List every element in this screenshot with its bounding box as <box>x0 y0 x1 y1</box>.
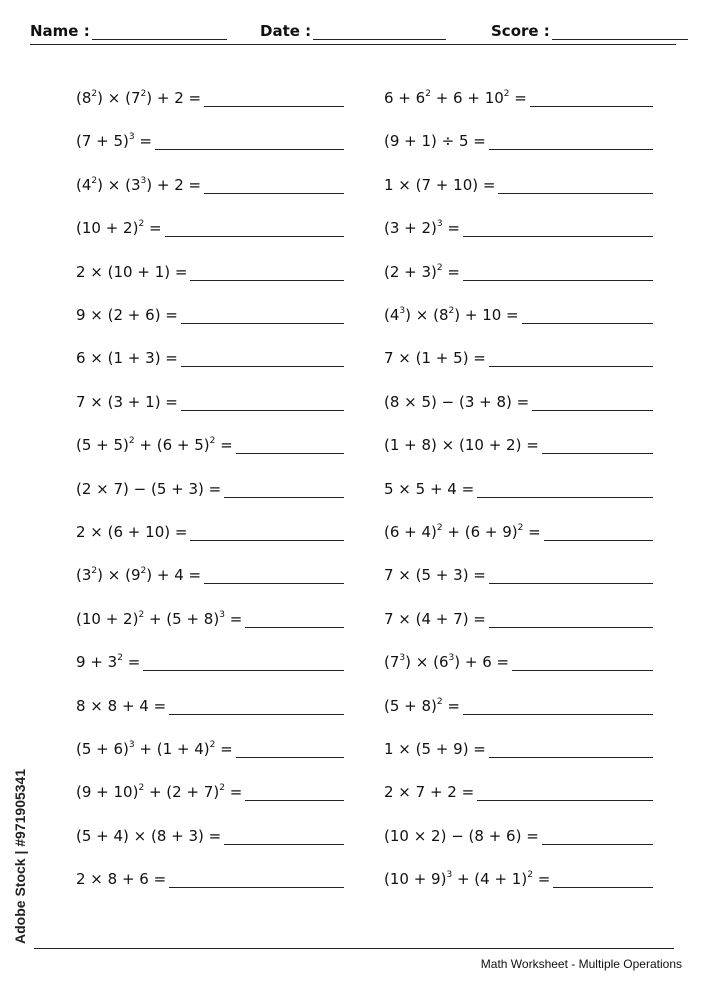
name-blank[interactable] <box>92 25 227 40</box>
answer-blank[interactable] <box>224 482 344 498</box>
problem-expression: 1 × (7 + 10) = <box>384 175 496 194</box>
answer-blank[interactable] <box>204 568 344 584</box>
problem-expression: 7 × (3 + 1) = <box>76 392 178 411</box>
problem-expression: 7 × (1 + 5) = <box>384 349 486 368</box>
answer-blank[interactable] <box>553 872 653 888</box>
problem-expression: 9 × (2 + 6) = <box>76 306 178 324</box>
answer-blank[interactable] <box>190 525 344 541</box>
answer-blank[interactable] <box>477 785 653 801</box>
problem-item <box>384 738 653 758</box>
answer-blank[interactable] <box>169 872 344 888</box>
problem-expression: (8 × 5) − (3 + 8) = <box>384 392 530 411</box>
problem-expression: $(5 + 5)^2 + (6 + 5)^2$ = <box>76 436 233 455</box>
problem-item <box>76 478 344 498</box>
answer-blank[interactable] <box>181 395 344 411</box>
problem-expression: 2 × (10 + 1) = <box>76 262 188 281</box>
problem-item <box>76 608 344 628</box>
stock-stamp <box>12 768 34 944</box>
problem-item <box>76 651 344 671</box>
problem-expression: $(7^3) \times (6^3) + 6$ = <box>384 653 510 672</box>
problem-item <box>76 695 344 715</box>
problem-item <box>76 261 344 281</box>
problem-expression: 8 × 8 + 4 = <box>76 696 167 715</box>
problem-expression: $(10 + 9)^3 + (4 + 1)^2$ = <box>384 870 551 889</box>
problem-item <box>384 651 653 671</box>
problem-expression: $(5 + 8)^2$ = <box>384 696 460 715</box>
problem-item <box>76 781 344 801</box>
score-blank[interactable] <box>552 25 688 40</box>
problem-expression: $(2 + 3)^2$ = <box>384 262 460 281</box>
problem-expression: (2 × 7) − (5 + 3) = <box>76 479 222 498</box>
problem-expression: $(10 + 2)^2$ = <box>76 219 162 238</box>
problem-expression: $(4^3) \times (8^2) + 10$ = <box>384 306 519 324</box>
score-label: Score : <box>491 22 550 40</box>
problem-item <box>384 695 653 715</box>
answer-blank[interactable] <box>512 655 653 671</box>
problem-expression: $(5 + 6)^3 + (1 + 4)^2$ = <box>76 740 233 758</box>
problem-item <box>76 391 344 411</box>
footer-divider <box>34 948 674 949</box>
problem-item <box>384 130 653 150</box>
problem-expression: $(4^2) \times (3^3) + 2$ = <box>76 175 202 194</box>
problem-item <box>384 347 653 367</box>
problem-expression: (5 + 4) × (8 + 3) = <box>76 826 222 845</box>
answer-blank[interactable] <box>236 742 344 758</box>
problem-item <box>384 608 653 628</box>
problem-expression: 7 × (4 + 7) = <box>384 609 486 628</box>
problem-item <box>76 87 344 107</box>
answer-blank[interactable] <box>181 351 344 367</box>
problem-expression: $(9 + 10)^2 + (2 + 7)^2$ = <box>76 783 243 802</box>
name-field <box>30 22 227 40</box>
answer-blank[interactable] <box>489 742 653 758</box>
problem-expression: 7 × (5 + 3) = <box>384 566 486 585</box>
score-field <box>491 22 688 40</box>
answer-blank[interactable] <box>224 829 344 845</box>
problem-item <box>76 738 344 758</box>
problem-item <box>384 564 653 584</box>
problem-item <box>384 521 653 541</box>
answer-blank[interactable] <box>463 699 653 715</box>
problem-expression: $(6 + 4)^2 + (6 + 9)^2$ = <box>384 523 541 541</box>
answer-blank[interactable] <box>498 178 653 194</box>
problem-item <box>384 261 653 281</box>
answer-blank[interactable] <box>155 134 344 150</box>
stock-stamp-text: Adobe Stock | #971905341 <box>12 768 28 944</box>
problem-item <box>76 521 344 541</box>
date-blank[interactable] <box>313 25 446 40</box>
name-label: Name : <box>30 22 90 40</box>
answer-blank[interactable] <box>522 308 653 324</box>
problem-expression: 6 × (1 + 3) = <box>76 349 178 368</box>
problem-expression: $6 + 6^2 + 6 + 10^2$ = <box>384 89 527 107</box>
problem-expression: 1 × (5 + 9) = <box>384 740 486 758</box>
problem-item <box>76 130 344 150</box>
answer-blank[interactable] <box>245 612 344 628</box>
answer-blank[interactable] <box>532 395 653 411</box>
problem-expression: $9 + 3^2$ = <box>76 653 141 672</box>
answer-blank[interactable] <box>143 655 344 671</box>
problem-item <box>76 868 344 888</box>
answer-blank[interactable] <box>463 221 653 237</box>
problem-expression: $(10 + 2)^2 + (5 + 8)^3$ = <box>76 609 243 628</box>
problem-item <box>384 391 653 411</box>
problem-item <box>76 825 344 845</box>
answer-blank[interactable] <box>245 785 344 801</box>
problem-expression: 2 × 8 + 6 = <box>76 870 167 889</box>
problem-item <box>76 347 344 367</box>
problem-item <box>384 87 653 107</box>
answer-blank[interactable] <box>463 265 653 281</box>
answer-blank[interactable] <box>204 91 344 107</box>
date-label: Date : <box>260 22 312 40</box>
answer-blank[interactable] <box>542 829 653 845</box>
problem-item <box>76 434 344 454</box>
answer-blank[interactable] <box>477 482 653 498</box>
problem-item <box>384 868 653 888</box>
problem-expression: 5 × 5 + 4 = <box>384 479 475 498</box>
problem-expression: (9 + 1) ÷ 5 = <box>384 132 486 151</box>
answer-blank[interactable] <box>190 265 344 281</box>
problem-item <box>384 825 653 845</box>
answer-blank[interactable] <box>181 308 344 324</box>
answer-blank[interactable] <box>165 221 344 237</box>
answer-blank[interactable] <box>544 525 653 541</box>
answer-blank[interactable] <box>489 568 653 584</box>
problem-expression: $(3^2) \times (9^2) + 4$ = <box>76 566 202 585</box>
answer-blank[interactable] <box>530 91 653 107</box>
problem-item <box>384 478 653 498</box>
answer-blank[interactable] <box>489 351 653 367</box>
answer-blank[interactable] <box>169 699 344 715</box>
worksheet-header <box>30 20 676 45</box>
problem-item <box>384 304 653 324</box>
footer-title: Math Worksheet - Multiple Operations <box>480 957 682 971</box>
problem-item <box>384 781 653 801</box>
problem-expression: $(8^2) \times (7^2) + 2$ = <box>76 89 202 107</box>
answer-blank[interactable] <box>489 134 653 150</box>
answer-blank[interactable] <box>489 612 653 628</box>
problem-expression: $(3 + 2)^3$ = <box>384 219 460 238</box>
problem-expression: (10 × 2) − (8 + 6) = <box>384 826 539 845</box>
problem-expression: (1 + 8) × (10 + 2) = <box>384 436 539 455</box>
problem-item <box>76 564 344 584</box>
problem-item <box>384 434 653 454</box>
problem-item <box>76 304 344 324</box>
problem-expression: 2 × 7 + 2 = <box>384 783 475 802</box>
problem-item <box>384 174 653 194</box>
answer-blank[interactable] <box>204 178 344 194</box>
problem-item <box>76 217 344 237</box>
problem-item <box>76 174 344 194</box>
problem-item <box>384 217 653 237</box>
problem-expression: 2 × (6 + 10) = <box>76 523 188 541</box>
answer-blank[interactable] <box>236 438 344 454</box>
date-field <box>260 22 446 40</box>
problem-expression: $(7 + 5)^3$ = <box>76 132 152 151</box>
answer-blank[interactable] <box>542 438 653 454</box>
